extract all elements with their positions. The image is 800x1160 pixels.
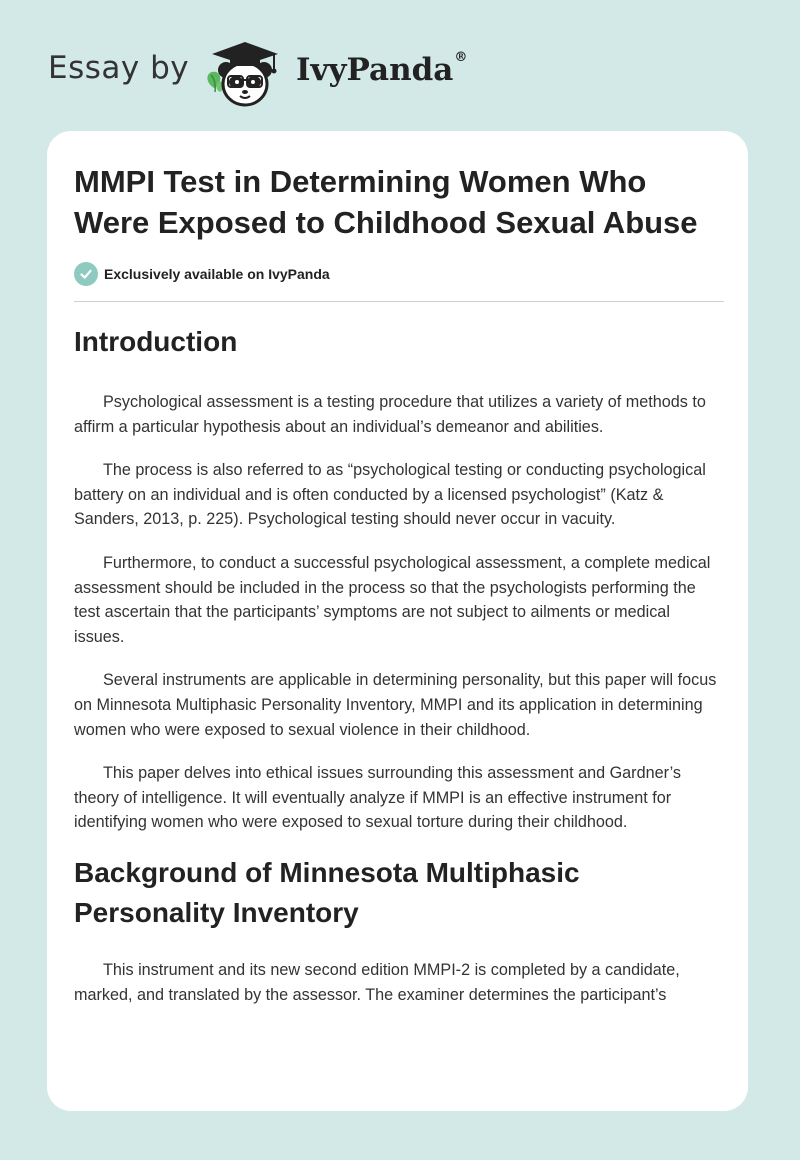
brand-name[interactable]: IvyPanda®: [296, 50, 468, 88]
registered-mark: ®: [454, 50, 468, 65]
paragraph: The process is also referred to as “psychological testing or conducting psychological battery on an individual and is often conducted by a licensed psychologist” (Katz & Sanders, 2013, p. 225). Psychological testing should never occur in vacuity.: [74, 461, 706, 529]
paragraph: This paper delves into ethical issues surrounding this assessment and Gardner’s theory of intelligence. It will eventually analyze if MMPI is an effective instrument for identifying women who were exposed to sexual torture during their childhood.: [74, 764, 681, 832]
article-title: MMPI Test in Determining Women Who Were Exposed to Childhood Sexual Abuse: [74, 164, 698, 240]
paragraph: Psychological assessment is a testing procedure that utilizes a variety of methods to affirm a particular hypothesis about an individual’s demeanor and abilities.: [74, 393, 706, 436]
panda-graduation-cap-icon[interactable]: [200, 30, 290, 110]
paragraph: Furthermore, to conduct a successful psychological assessment, a complete medical assessment should be included in the process so that the psychologists performing the test ascertain that the participants’ symptoms are not subject to ailments or medical issues.: [74, 553, 711, 646]
article-card: [47, 131, 748, 1111]
paragraph: This instrument and its new second edition MMPI-2 is completed by a candidate, marked, and translated by the assessor. The examiner determines the participant’s: [74, 960, 680, 1004]
paragraph: Several instruments are applicable in determining personality, but this paper will focus on Minnesota Multiphasic Personality Inventory, MMPI and its application in determining women who were exposed to sexual violence in their childhood.: [74, 671, 717, 739]
checkmark-icon: [74, 262, 98, 286]
exclusive-badge: [74, 261, 724, 287]
essay-by-label: Essay by: [48, 50, 190, 86]
site-header: [0, 0, 800, 130]
exclusive-badge-text: Exclusively available on IvyPanda: [104, 266, 330, 282]
title-divider: [74, 301, 724, 302]
article-content: [74, 161, 724, 1007]
section-heading-background: Background of Minnesota Multiphasic Personality Inventory: [74, 856, 580, 928]
section-heading-introduction: Introduction: [74, 326, 238, 357]
